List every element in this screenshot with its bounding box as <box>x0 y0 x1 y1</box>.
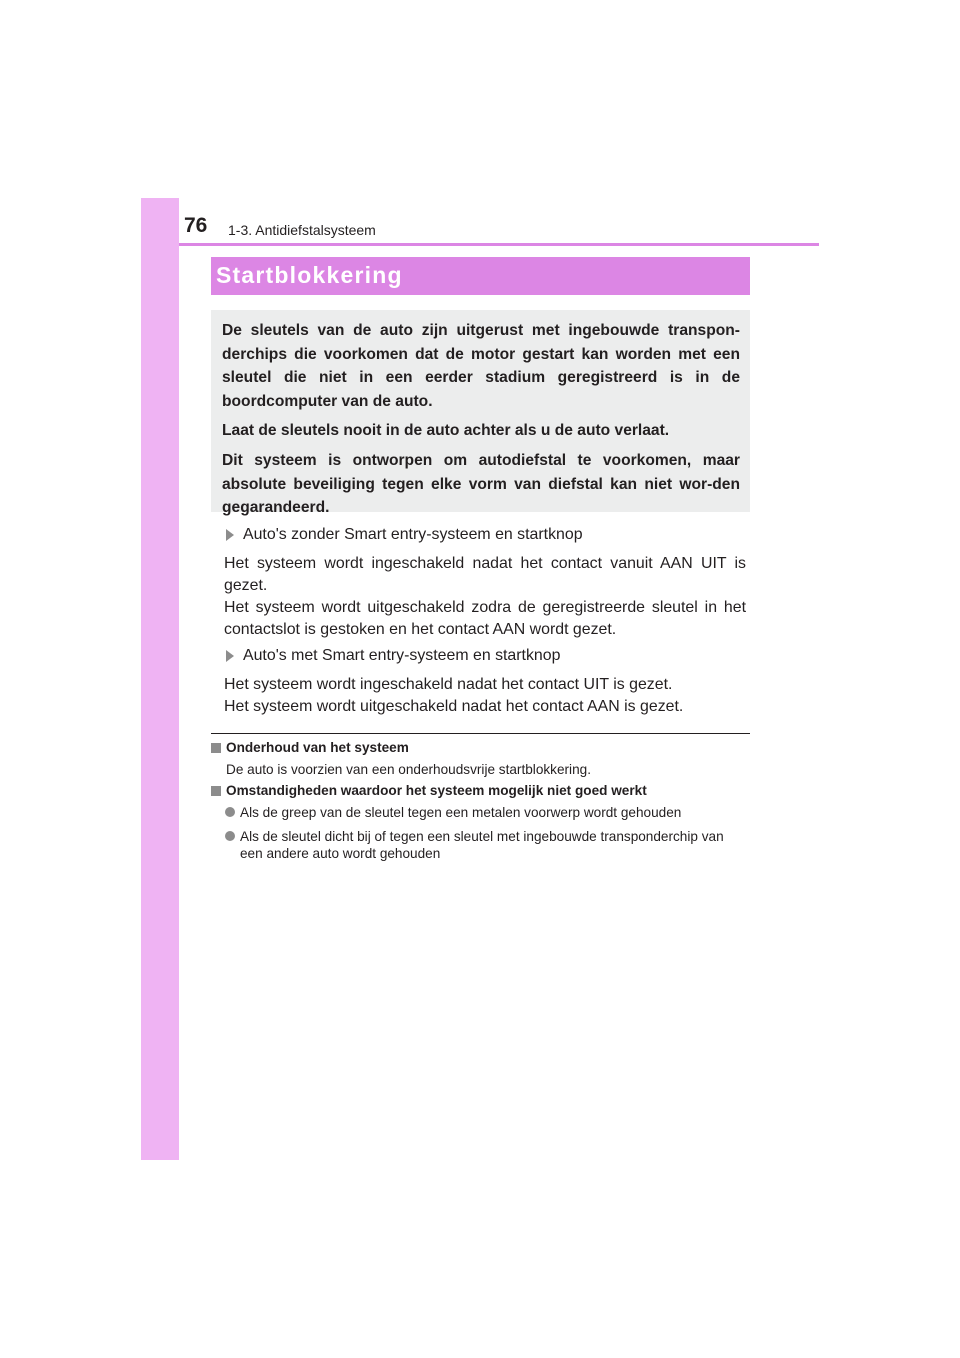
body-paragraph: Het systeem wordt uitgeschakeld zodra de geregistreerde sleutel in het contactslot is gestoken en het contact AAN wordt gezet. <box>224 599 746 638</box>
subsection-heading-label: Auto's zonder Smart entry-systeem en startknop <box>243 526 583 543</box>
intro-paragraph: Dit systeem is ontworpen om autodiefstal te voorkomen, maar absolute beveiliging tegen elke vorm van diefstal kan niet wor-den gegarandeerd. <box>222 451 740 517</box>
title-bar <box>211 257 750 295</box>
square-bullet-icon <box>211 743 221 753</box>
note-heading-label: Omstandigheden waardoor het systeem mogelijk niet goed werkt <box>226 783 647 798</box>
note-heading-conditions <box>211 783 647 798</box>
list-item-text: Als de sleutel dicht bij of tegen een sleutel met ingebouwde transponderchip van een andere auto wordt gehouden <box>240 829 724 861</box>
arrow-right-icon <box>226 529 234 541</box>
intro-box <box>211 310 750 517</box>
list-item <box>225 804 750 821</box>
round-bullet-icon <box>225 831 235 841</box>
subsection-body-without-smart-entry <box>224 553 746 641</box>
body-line: Het systeem wordt uitgeschakeld nadat het contact AAN is gezet. <box>224 698 684 715</box>
round-bullet-icon <box>225 807 235 817</box>
list-item <box>225 828 750 862</box>
page-title: Startblokkering <box>216 262 403 288</box>
page-number: 76 <box>184 214 208 237</box>
subsection-body-with-smart-entry <box>224 674 746 718</box>
header-rule <box>179 243 819 246</box>
note-text-maintenance: De auto is voorzien van een onderhoudsvrije startblokkering. <box>226 762 591 777</box>
section-reference: 1-3. Antidiefstalsysteem <box>228 222 376 238</box>
body-line: Het systeem wordt ingeschakeld nadat het contact UIT is gezet. <box>224 676 673 693</box>
intro-paragraph: Laat de sleutels nooit in de auto achter als u de auto verlaat. <box>222 422 670 440</box>
subsection-heading-label: Auto's met Smart entry-systeem en startknop <box>243 647 561 664</box>
chapter-side-tab <box>141 198 179 1160</box>
list-item-text: Als de greep van de sleutel tegen een metalen voorwerp wordt gehouden <box>240 805 682 820</box>
section-divider <box>211 733 750 734</box>
intro-paragraph: De sleutels van de auto zijn uitgerust met ingebouwde transpon-derchips die voorkomen dat de motor gestart kan worden met een sleutel die niet in een eerder stadium geregistreerd is in de boordcomputer van de auto. <box>222 322 740 410</box>
note-heading-label: Onderhoud van het systeem <box>226 740 409 755</box>
note-heading-maintenance <box>211 740 409 755</box>
subsection-heading-without-smart-entry <box>226 526 583 544</box>
square-bullet-icon <box>211 786 221 796</box>
body-paragraph: Het systeem wordt ingeschakeld nadat het contact vanuit AAN UIT is gezet. <box>224 555 746 594</box>
arrow-right-icon <box>226 650 234 662</box>
subsection-heading-with-smart-entry <box>226 647 560 665</box>
